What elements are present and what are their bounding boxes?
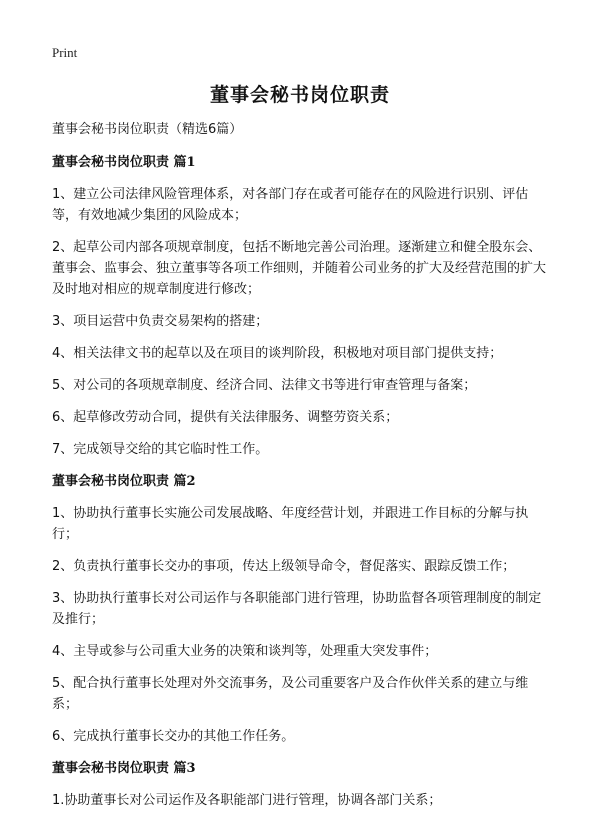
list-item: 7、完成领导交给的其它临时性工作。 [52,442,269,457]
list-item: 3、协助执行董事长对公司运作与各职能部门进行管理，协助监督各项管理制度的制定及推行； [52,591,542,627]
print-label[interactable]: Print [52,45,78,60]
list-item: 1、协助执行董事长实施公司发展战略、年度经营计划，并跟进工作目标的分解与执行； [52,506,529,542]
section-2 [52,472,554,747]
section-heading: 董事会秘书岗位职责 篇3 [52,761,196,776]
list-item: 4、主导或参与公司重大业务的决策和谈判等，处理重大突发事件； [52,644,438,659]
list-item: 6、完成执行董事长交办的其他工作任务。 [52,729,295,744]
list-item: 2、起草公司内部各项规章制度，包括不断地完善公司治理。逐渐建立和健全股东会、董事会、监事会、独立董事等各项工作细则，并随着公司业务的扩大及经营范围的扩大及时地对相应的规章制度进行修改； [52,240,547,297]
list-item: 2、负责执行董事长交办的事项，传达上级领导命令，督促落实、跟踪反馈工作； [52,559,516,574]
section-heading: 董事会秘书岗位职责 篇1 [52,155,196,170]
list-item: 1、建立公司法律风险管理体系，对各部门存在或者可能存在的风险进行识别、评估等，有效地减少集团的风险成本； [52,187,529,223]
list-item: 5、配合执行董事长处理对外交流事务，及公司重要客户及合作伙伴关系的建立与维系； [52,676,529,712]
section-3 [52,759,554,811]
list-item: 6、起草修改劳动合同，提供有关法律服务、调整劳资关系； [52,410,399,425]
list-item: 4、相关法律文书的起草以及在项目的谈判阶段，积极地对项目部门提供支持； [52,346,503,361]
page-title: 董事会秘书岗位职责 [209,84,390,106]
document-body [52,120,554,822]
section-heading: 董事会秘书岗位职责 篇2 [52,474,196,489]
list-item: 3、项目运营中负责交易架构的搭建； [52,314,269,329]
document-subtitle: 董事会秘书岗位职责（精选6篇） [52,122,243,137]
list-item: 5、对公司的各项规章制度、经济合同、法律文书等进行审查管理与备案； [52,378,477,393]
list-item: 1.协助董事长对公司运作及各职能部门进行管理，协调各部门关系； [52,793,442,808]
section-1 [52,153,554,460]
